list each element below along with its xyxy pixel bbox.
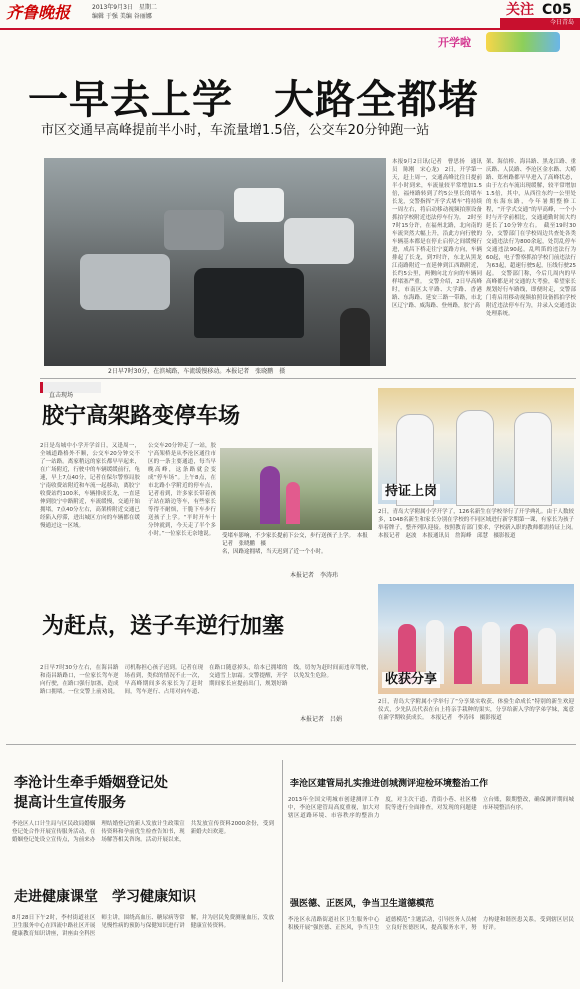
overpass-reporter: 本报记者 李涛玮	[290, 572, 339, 579]
bottom-headline-1b: 提高计生宣传服务	[14, 795, 126, 811]
bottom-headline-2: 走进健康课堂 学习健康知识	[14, 889, 196, 905]
overpass-body-col1: 2日是岛城中小学开学首日，又逢周一，全城道路格外不顺，公交车20分钟交不了一站路。离家稍远的家长都早早起来，在广场附近，行驶中的车辆缓缓前行，龟速，早上7点40分，记者在保尔警察局胶宁南收费站附近和车流一起移动，离胶宁收费站约100米，车辆排成长龙，一直延伸到胶宁中路附近，车流缓慢，交通开始拥堵，7点40分左右，高架桥附近交通已经陷入停滞，进出城区方向的车辆都在缓慢通过这一区域。	[40, 443, 140, 529]
license-caption: 2日，青岛大学附属小学开学了，126名新生在学校举行了开学典礼。由于人数较多，1048名新生和家长分别在学校的不同区域进行新学期第一课，有家长为孩子举着牌子，整齐列队迎接。按照教育部门要求，学校新入职的教师都需持证上岗。 本报记者 赵波 本报通讯员 詹海峰 邱慧 摄影报道	[378, 509, 580, 539]
child-shape	[454, 626, 472, 684]
child-shape	[510, 624, 528, 684]
car-shape	[80, 254, 170, 310]
school-banner	[438, 30, 564, 54]
lead-body-col1: 本报9月2日讯(记者 曹思扬 通讯员 陈刚 宋心龙) 2日，开学第一天，赶上周一，交通高峰比往日提前半小时到来，车流量较平常增加1.5倍，福州路转到了约5公里长的堵车长龙，交警指挥“开学式堵车”将持续一周左右，将启动移动视频拍照设备抓拍学校附近违法停车行为。 2时至7时15分许，在福州北路，北向南的车流突然大幅上升，沿此方向行驶的车辆基本都是在停止启停之间缓慢行进，成昌下桥走往宁夏路方向，车辆排起了长龙，到7时许，东北从黑龙江南路附近一直延伸到江西路附近，长约5公里，两侧向北方向的车辆同样堵塞严重。 交警介绍，2日早高峰时，市南区太平路、大学路、香港路、东海路、延安三路一带路，市北区辽宁路、威海路、登州路，胶宁高	[392, 159, 482, 309]
bottom-headline-3: 李沧区建管局扎实推进创城测评迎检环境整治工作	[290, 779, 489, 789]
divider	[40, 378, 576, 379]
sub-section-label: 今日青岛	[549, 19, 574, 26]
wrongway-reporter: 本报记者 吕娟	[300, 716, 343, 723]
license-title: 持证上岗	[382, 484, 440, 500]
traffic-jam-photo	[44, 158, 386, 366]
masthead	[0, 0, 580, 30]
child-shape	[538, 628, 556, 684]
car-shape	[194, 268, 304, 338]
bottom-body-2: 8月28日下午2时，李村街道社区卫生服务中心在四流中路社区开展健康教育知识讲座，讲座由全科医师主讲，围绕高血压、糖尿病等常见慢性病的预防与保健知识进行讲解，并为居民免费测量血压，发放健康宣传资料。	[12, 915, 274, 937]
overpass-headline: 胶宁高架路变停车场	[42, 404, 241, 429]
section-tag-label: 直击现场	[49, 392, 74, 399]
car-shape	[164, 210, 224, 250]
date-line: 2013年9月3日 星期二	[92, 4, 157, 11]
students-harvest-photo	[378, 584, 574, 694]
teacher-shape	[456, 410, 494, 506]
section-tag	[40, 382, 101, 399]
newspaper-logo: 齐鲁晚报	[6, 3, 71, 22]
banner-title: 开学啦	[438, 36, 471, 49]
teacher-shape	[514, 412, 552, 506]
person-shape	[260, 466, 280, 524]
teachers-photo	[378, 388, 574, 504]
lead-photo-caption: 2日早7时30分，在滨城路，车流缓慢移动。本报记者 张晓鹏 摄	[108, 368, 286, 375]
child-shape	[286, 482, 300, 524]
lead-headline: 一早去上学 大路全都堵	[28, 77, 479, 123]
car-shape	[284, 218, 354, 264]
harvest-title: 收获分享	[382, 672, 440, 688]
sub-section-bar	[500, 18, 580, 28]
wrongway-headline: 为赶点，送子车逆行加塞	[42, 614, 285, 639]
lead-deck: 市区交通早高峰提前半小时，车流量增1.5倍，公交车20分钟跑一站	[41, 123, 430, 138]
parents-walking-photo	[220, 448, 372, 530]
wrongway-body: 2日早7时30分左右，在海昌路和南昌路路口，一位家长驾车逆向行驶，在路口强行加塞，造成路口拥堵。一位交警上前劝说，司机称担心孩子迟到。记者在现场看到，类似的情况不止一次，早高峰期间多名家长为了赶时间，驾车逆行、占用对向车道、在路口随意掉头，给本已拥堵的交通雪上加霜。交警提醒，开学期间家长应提前出门，规划好路线，切勿为赶时间而违章驾驶，以免发生危险。	[40, 665, 372, 695]
bottom-headline-1a: 李沧计生牵手婚姻登记处	[14, 775, 168, 791]
bottom-body-4: 李沧区永清路街道社区卫生服务中心积极开展“强医德、正医风，争当卫生道德模范”主题活动，引导医务人员树立良好医德医风，提高服务水平，努力构建和谐医患关系，受到辖区居民好评。	[288, 917, 574, 931]
bottom-headline-4: 强医德、正医风，争当卫生道德模范	[290, 899, 435, 909]
car-shape	[234, 188, 284, 222]
overpass-body-col2: 公交车20分钟走了一站，胶宁高架桥是从李沧区通往市区的一条主要通道，每当早晚高峰，这条路就会变成“停车场”。上午8点，在市北路小学附近的停车点，记者看到，许多家长带着孩子站在路边等车，有些家长等得不耐烦，干脆下车步行送孩子上学。“平时开车十分钟就到，今天走了半个多小时。”一位家长无奈地说。	[148, 443, 216, 537]
pedestrian-shape	[340, 308, 370, 366]
school-bus-illustration	[486, 32, 560, 52]
page-number: C05	[542, 2, 572, 18]
bottom-body-1: 李沧区人口计生局与区民政局婚姻登记处合作开展宣传服务活动，在婚姻登记处设立宣传点，为前来办理结婚登记的新人发放计生政策宣传资料和孕前优生检查告知书，现场解答相关咨询。活动开展以来，共发放宣传资料2000余份，受到新婚夫妇欢迎。	[12, 821, 274, 843]
overpass-photo-caption: 受堵车影响，不少家长提前下公交，步行送孩子上学。 本报记者 张晓鹏 摄	[222, 533, 368, 547]
overpass-caption-end: 名，因路途拥堵，当天迟到了近一个小时。	[222, 549, 327, 555]
bottom-body-3: 2013年全国文明城市创建测评工作中，李沧区建管局高度重视，加大对辖区道路环境、市容秩序的整治力度，对主次干道、背街小巷、社区楼院等进行全面排查，对发现的问题建立台账，限期整改，确保测评期间城市环境整洁有序。	[288, 797, 574, 819]
section-name: 关注	[506, 2, 534, 18]
child-shape	[482, 622, 500, 684]
harvest-caption: 2日，青岛大学附属小学举行了“分享果实收获、体验生命成长”特别的新生欢迎仪式，少先队员代表在台上将亲手栽种的果实，分享给新入学的学弟学妹，寓意在新学期收获成长。 本报记者 李涛玮 摄影报道	[378, 699, 574, 721]
divider	[6, 744, 576, 745]
editor-line: 编辑 于强 美编 谷丽娜	[92, 13, 152, 20]
lead-body-col2: 架、海信桥、海昌路、黑龙江路、重庆路、人民路、李沧区金水路、大崂路、郑州路都早早进入了高峰状态，由于左右车流出现缓解，较平常增加1.5倍，其中，从西往东约一公里处的东海东路，今年暑期整修工程，“开学式交通”的早高峰，一个小时与开学前相比，交通通勤时间大约延长了10分钟左右。 截至19时30分，交警部门在学校周边共查处各类交通违法行为800余起，处罚乱停车交通违法90起，乱鸣笛的违法行为60起，电子警察抓拍学校门前违法行为63起，超速行驶5起，压线行驶25起。 交警部门称，今后几周内的早高峰都是对交通的大考验，希望家长规划好行车路线，即便时走，交警部门将启用移动视频拍照设备抓拍学校附近违法停车行为，并录入交通违法处理系统。	[486, 159, 576, 317]
divider	[282, 760, 283, 982]
